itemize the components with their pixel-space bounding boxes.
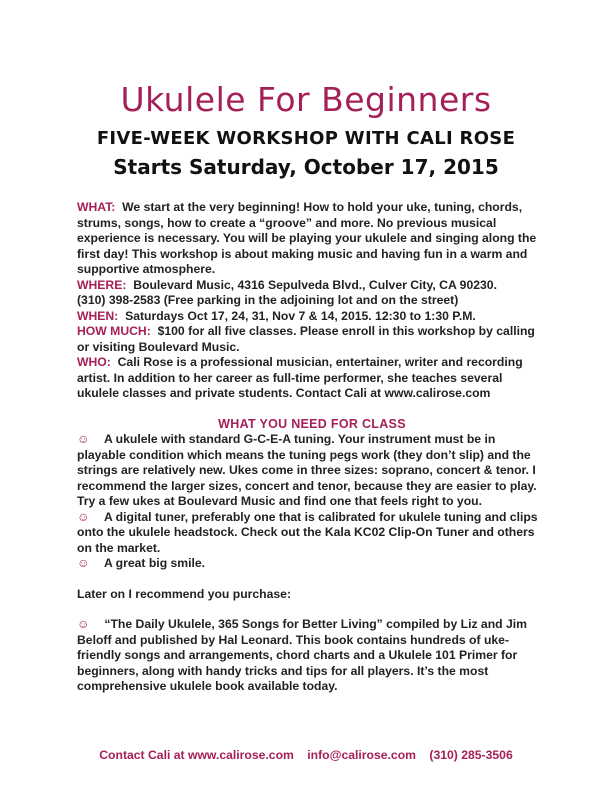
needs-item-text: A great big smile. bbox=[103, 556, 206, 570]
when-text: Saturdays Oct 17, 24, 31, Nov 7 & 14, 2015. 12:30 to 1:30 P.M. bbox=[125, 308, 476, 323]
flyer-body bbox=[77, 200, 547, 695]
who-paragraph bbox=[77, 355, 547, 402]
needs-heading: WHAT YOU NEED FOR CLASS bbox=[218, 416, 406, 431]
where-text: Boulevard Music, 4316 Sepulveda Blvd., Culver City, CA 90230. bbox=[133, 277, 497, 292]
page-title: Ukulele For Beginners bbox=[120, 80, 492, 119]
what-label: WHAT: bbox=[77, 200, 116, 214]
needs-item bbox=[77, 432, 547, 510]
footer-phone: (310) 285-3506 bbox=[429, 748, 513, 762]
howmuch-text: $100 for all five classes. Please enroll in this workshop by calling or visiting Boulevard Music. bbox=[77, 324, 535, 354]
smiley-icon: ☺ bbox=[77, 556, 90, 570]
footer-contact bbox=[0, 748, 612, 762]
needs-item bbox=[77, 556, 547, 572]
when-label: WHEN: bbox=[77, 308, 119, 323]
what-paragraph bbox=[77, 200, 547, 278]
later-item-text: “The Daily Ukulele, 365 Songs for Better Living” compiled by Liz and Jim Beloff and published by Hal Leonard. This book contains hundreds of uke-friendly songs and arrangements, chord charts and a Ukulele 101 Primer for beginners, along with handy tricks and tips for all players. It’s the most comprehensive ukulele book available today. bbox=[77, 617, 527, 693]
what-text: We start at the very beginning! How to hold your uke, tuning, chords, strums, songs, how to create a “groove” and more. No previous musical experience is necessary. You will be playing your ukulele and singing along the first day! This workshop is about making music and having fun in a warm and supportive atmosphere. bbox=[77, 200, 537, 276]
footer-email[interactable]: info@calirose.com bbox=[307, 748, 416, 762]
start-date: Starts Saturday, October 17, 2015 bbox=[113, 155, 499, 179]
smiley-icon: ☺ bbox=[77, 509, 90, 524]
needs-item-text: A ukulele with standard G-C-E-A tuning. Your instrument must be in playable condition which means the tuning pegs work (they don’t slip) and the strings are relatively new. Ukes come in three sizes: soprano, concert & tenor. I recommend the larger sizes, concert and tenor, because they are easier to play. Try a few ukes at Boulevard Music and find one that feels right to you. bbox=[77, 432, 537, 508]
where-label: WHERE: bbox=[77, 277, 127, 292]
needs-item-text: A digital tuner, preferably one that is calibrated for ukulele tuning and clips onto the ukulele headstock. Check out the Kala KC02 Clip-On Tuner and others on the market. bbox=[77, 509, 538, 555]
when-paragraph bbox=[77, 309, 547, 325]
smiley-icon: ☺ bbox=[77, 432, 90, 446]
later-intro: Later on I recommend you purchase: bbox=[77, 586, 292, 601]
who-label: WHO: bbox=[77, 355, 111, 369]
howmuch-paragraph bbox=[77, 324, 547, 355]
footer-website[interactable]: Contact Cali at www.calirose.com bbox=[99, 748, 294, 762]
who-text: Cali Rose is a professional musician, entertainer, writer and recording artist. In addition to her career as full-time performer, she teaches several ukulele classes and private students. Contact Cali at www.calirose.com bbox=[77, 355, 523, 400]
where-paragraph bbox=[77, 278, 547, 294]
where-phone: (310) 398-2583 (Free parking in the adjoining lot and on the street) bbox=[77, 293, 459, 307]
later-item bbox=[77, 617, 547, 695]
smiley-icon: ☺ bbox=[77, 617, 90, 631]
page-subtitle: FIVE-WEEK WORKSHOP WITH CALI ROSE bbox=[96, 128, 516, 149]
howmuch-label: HOW MUCH: bbox=[77, 324, 151, 338]
needs-item bbox=[77, 510, 547, 557]
